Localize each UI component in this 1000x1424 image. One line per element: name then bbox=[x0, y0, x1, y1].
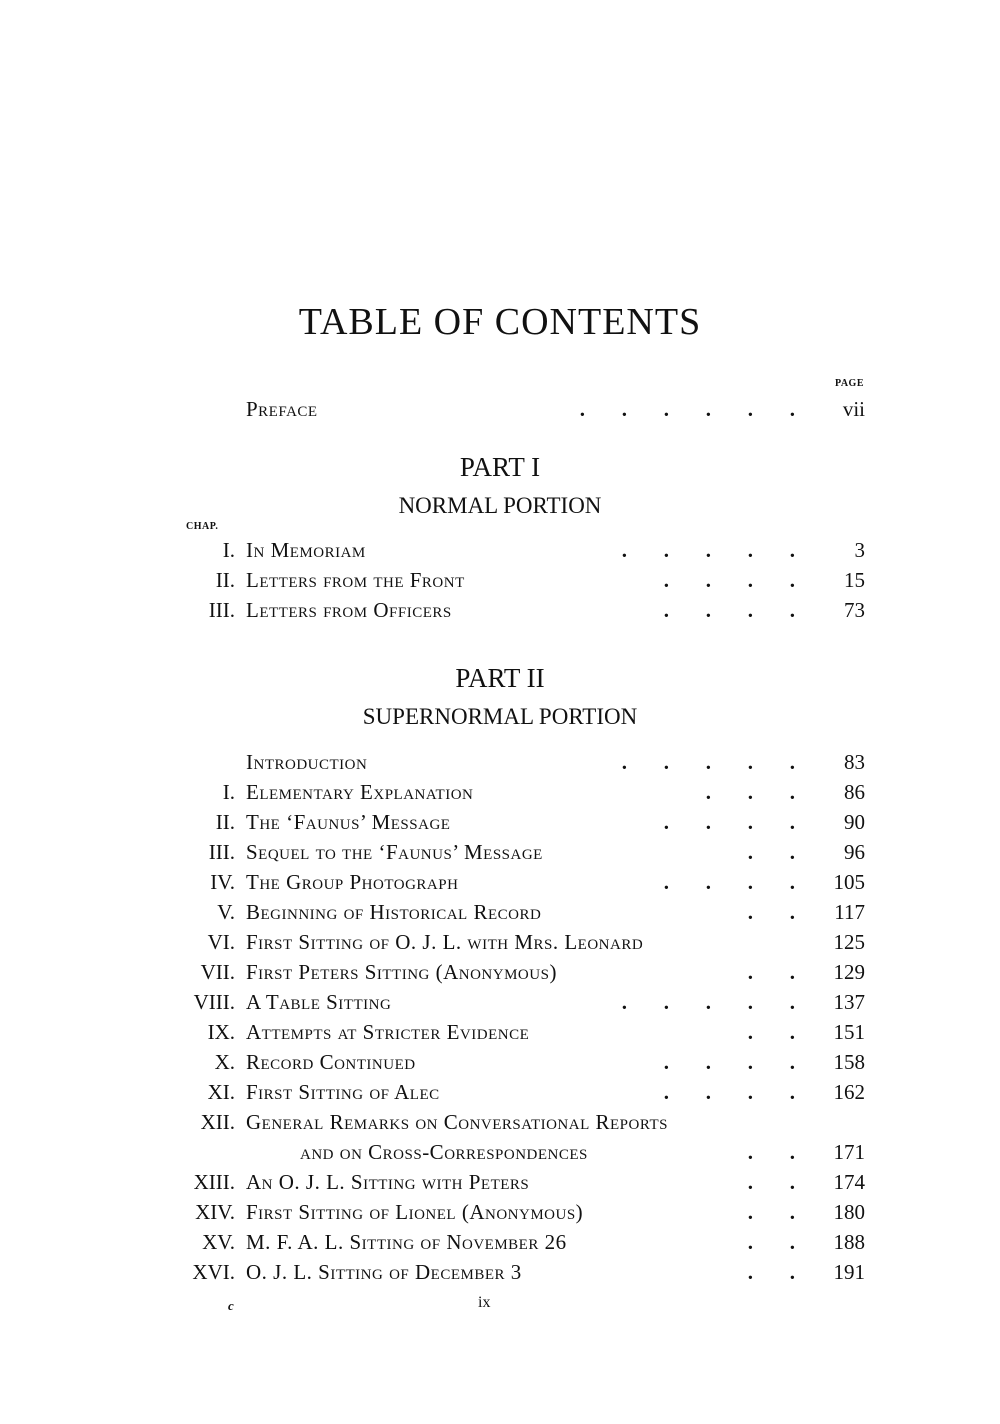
chapter-number: I. bbox=[222, 780, 235, 804]
toc-row bbox=[120, 900, 865, 930]
toc-entry-page: 125 bbox=[833, 930, 865, 954]
leader-dots: . . bbox=[747, 1260, 795, 1284]
toc-entry-title: Introduction bbox=[246, 750, 368, 774]
toc-entry-title: Beginning of Historical Record bbox=[246, 900, 542, 924]
toc-entry-title: First Sitting of O. J. L. with Mrs. Leonard bbox=[246, 930, 644, 954]
toc-row-continuation bbox=[120, 1140, 865, 1170]
chapter-number: XVI. bbox=[192, 1260, 235, 1284]
toc-row bbox=[120, 568, 865, 598]
toc-entry-title: The Group Photograph bbox=[246, 870, 459, 894]
toc-entry-title: First Sitting of Alec bbox=[246, 1080, 440, 1104]
leader-dots: . . . . . bbox=[621, 538, 795, 562]
chapter-number: VIII. bbox=[193, 990, 235, 1014]
toc-entry-page: 188 bbox=[833, 1230, 865, 1254]
chapter-column-label: CHAP. bbox=[186, 521, 219, 532]
leader-dots: . . bbox=[747, 1140, 795, 1164]
leader-dots: . . bbox=[747, 1170, 795, 1194]
leader-dots: . . bbox=[747, 1200, 795, 1224]
toc-entry-title: Elementary Explanation bbox=[246, 780, 474, 804]
toc-entry-page: 137 bbox=[833, 990, 865, 1014]
chapter-number: VII. bbox=[200, 960, 235, 984]
toc-row bbox=[120, 1230, 865, 1260]
leader-dots: . . bbox=[747, 840, 795, 864]
toc-row bbox=[120, 1080, 865, 1110]
toc-row bbox=[120, 960, 865, 990]
toc-row bbox=[120, 1200, 865, 1230]
leader-dots: . . bbox=[747, 1020, 795, 1044]
leader-dots: . . . . bbox=[663, 1080, 795, 1104]
chapter-number: XII. bbox=[200, 1110, 235, 1134]
leader-dots: . . bbox=[747, 1230, 795, 1254]
toc-entry-title: Record Continued bbox=[246, 1050, 416, 1074]
chapter-number: XIII. bbox=[193, 1170, 235, 1194]
toc-entry-page: 83 bbox=[844, 750, 865, 774]
toc-entry-title: First Peters Sitting (Anonymous) bbox=[246, 960, 557, 984]
toc-entry-page: 96 bbox=[844, 840, 865, 864]
part-2-heading: PART II bbox=[455, 663, 545, 693]
chapter-number: I. bbox=[222, 538, 235, 562]
page-title: TABLE OF CONTENTS bbox=[298, 301, 702, 343]
leader-dots: . . . . bbox=[663, 810, 795, 834]
toc-entry-page: 180 bbox=[833, 1200, 865, 1224]
toc-row bbox=[120, 1260, 865, 1290]
chapter-number: V. bbox=[217, 900, 235, 924]
page-number: ix bbox=[478, 1294, 491, 1311]
signature-mark: c bbox=[228, 1298, 234, 1313]
toc-entry-title: Preface bbox=[246, 397, 318, 421]
toc-entry-page: 162 bbox=[833, 1080, 865, 1104]
toc-entry-title: Letters from Officers bbox=[246, 598, 452, 622]
toc-entry-page: 117 bbox=[834, 900, 865, 924]
leader-dots: . . bbox=[747, 960, 795, 984]
toc-entry-title: and on Cross-Correspondences bbox=[300, 1140, 588, 1164]
toc-row bbox=[120, 1110, 865, 1140]
toc-entry-page: 129 bbox=[833, 960, 865, 984]
toc-entry-title: Sequel to the ‘Faunus’ Message bbox=[246, 840, 543, 864]
leader-dots: . . . . bbox=[663, 870, 795, 894]
page-column-label: PAGE bbox=[834, 378, 864, 389]
toc-entry-page: 105 bbox=[833, 870, 865, 894]
toc-row-preface bbox=[120, 397, 865, 427]
toc-entry-page: 86 bbox=[844, 780, 865, 804]
leader-dots: . . . . bbox=[663, 568, 795, 592]
toc-entry-title: Attempts at Stricter Evidence bbox=[246, 1020, 530, 1044]
leader-dots: . . bbox=[747, 900, 795, 924]
part-1-heading: PART I bbox=[459, 452, 541, 482]
part-1-subheading: NORMAL PORTION bbox=[398, 493, 602, 518]
toc-entry-page: 171 bbox=[833, 1140, 865, 1164]
leader-dots: . . . . . bbox=[621, 750, 795, 774]
toc-entry-title: A Table Sitting bbox=[246, 990, 392, 1014]
toc-entry-title: An O. J. L. Sitting with Peters bbox=[246, 1170, 530, 1194]
toc-row bbox=[120, 780, 865, 810]
toc-row bbox=[120, 1020, 865, 1050]
toc-entry-page: vii bbox=[842, 397, 865, 421]
leader-dots: . . . . bbox=[663, 1050, 795, 1074]
toc-entry-title: In Memoriam bbox=[246, 538, 366, 562]
leader-dots: . . . bbox=[705, 780, 795, 804]
chapter-number: VI. bbox=[207, 930, 235, 954]
toc-entry-page: 151 bbox=[833, 1020, 865, 1044]
toc-row bbox=[120, 1050, 865, 1080]
toc-entry-title: M. F. A. L. Sitting of November 26 bbox=[246, 1230, 567, 1254]
chapter-number: X. bbox=[214, 1050, 235, 1074]
toc-entry-page: 174 bbox=[833, 1170, 865, 1194]
toc-entry-title: First Sitting of Lionel (Anonymous) bbox=[246, 1200, 584, 1224]
toc-entry-title: The ‘Faunus’ Message bbox=[246, 810, 451, 834]
toc-entry-page: 90 bbox=[844, 810, 865, 834]
toc-row-introduction bbox=[120, 750, 865, 780]
toc-entry-page: 158 bbox=[833, 1050, 865, 1074]
chapter-number: II. bbox=[215, 810, 235, 834]
chapter-number: III. bbox=[208, 598, 235, 622]
toc-entry-title: O. J. L. Sitting of December 3 bbox=[246, 1260, 522, 1284]
toc-row bbox=[120, 870, 865, 900]
toc-entry-title: Letters from the Front bbox=[246, 568, 465, 592]
toc-row bbox=[120, 840, 865, 870]
toc-row bbox=[120, 810, 865, 840]
toc-row bbox=[120, 598, 865, 628]
toc-row bbox=[120, 1170, 865, 1200]
toc-row bbox=[120, 930, 865, 960]
toc-entry-page: 191 bbox=[833, 1260, 865, 1284]
leader-dots: . . . . bbox=[663, 598, 795, 622]
chapter-number: II. bbox=[215, 568, 235, 592]
chapter-number: IV. bbox=[210, 870, 235, 894]
toc-row bbox=[120, 538, 865, 568]
chapter-number: IX. bbox=[207, 1020, 235, 1044]
leader-dots: . . . . . bbox=[621, 990, 795, 1014]
leader-dots: . . . . . . bbox=[579, 397, 795, 421]
chapter-number: XI. bbox=[207, 1080, 235, 1104]
chapter-number: III. bbox=[208, 840, 235, 864]
toc-entry-page: 15 bbox=[844, 568, 865, 592]
toc-entry-title: General Remarks on Conversational Reports bbox=[246, 1110, 668, 1134]
toc-entry-page: 73 bbox=[844, 598, 865, 622]
toc-entry-page: 3 bbox=[854, 538, 865, 562]
toc-row bbox=[120, 990, 865, 1020]
chapter-number: XV. bbox=[202, 1230, 235, 1254]
chapter-number: XIV. bbox=[195, 1200, 235, 1224]
part-2-subheading: SUPERNORMAL PORTION bbox=[362, 704, 638, 729]
